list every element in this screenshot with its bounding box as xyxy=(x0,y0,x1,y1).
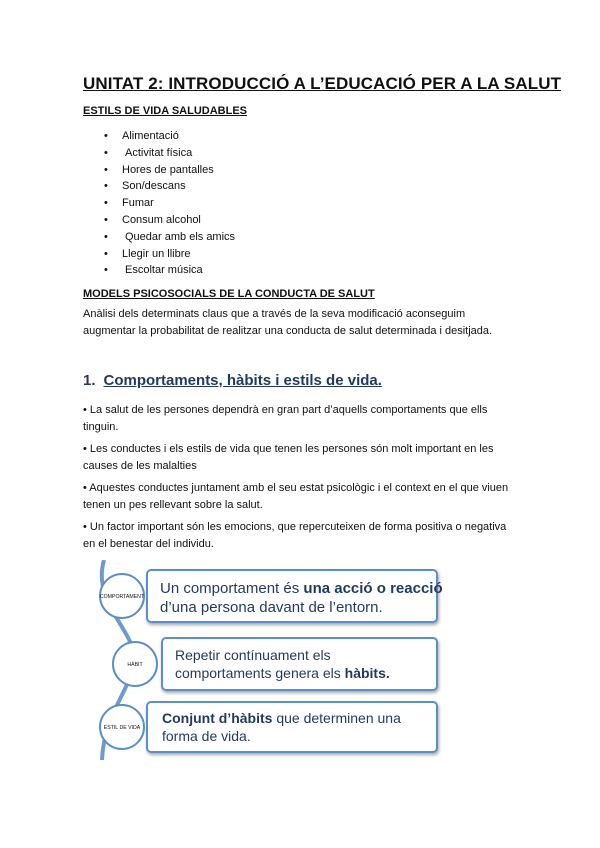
list-item: • Escoltar música xyxy=(104,264,203,277)
list-item: • Llegir un llibre xyxy=(104,247,191,260)
label-behaviour: COMPORTAMENT xyxy=(99,594,145,600)
bullet-paragraph: • La salut de les persones dependrà en gran part d’aquells comportaments que ells tinguin. xyxy=(83,404,488,433)
section-title: Comportaments, hàbits i estils de vida. xyxy=(103,372,382,389)
list-item: • Consum alcohol xyxy=(104,213,201,226)
behaviour-diagram xyxy=(92,560,452,760)
lifestyle-list xyxy=(104,128,235,279)
section-heading-healthy-lifestyles: ESTILS DE VIDA SALUDABLES xyxy=(83,105,247,117)
definition-behaviour-line1: Un comportament és una acció o reacció xyxy=(160,580,443,597)
definition-box-habit xyxy=(162,638,437,690)
label-habit: HÀBIT xyxy=(127,662,143,668)
definition-habit-line1: Repetir contínuament els xyxy=(175,647,331,663)
list-item: • Son/descans xyxy=(104,180,186,193)
definition-behaviour-line2: d’una persona davant de l’entorn. xyxy=(160,599,383,616)
definition-habit-line2: comportaments genera els hàbits. xyxy=(175,665,390,681)
bullet-paragraph: • Aquestes conductes juntament amb el seu estat psicològic i el context en el que viuen tenen un pes rellevant sobre la salut. xyxy=(83,482,509,511)
list-item: • Quedar amb els amics xyxy=(104,230,236,243)
list-item: • Alimentació xyxy=(104,130,179,142)
page-title: UNITAT 2: INTRODUCCIÓ A L’EDUCACIÓ PER A LA SALUT xyxy=(83,74,562,93)
psychosocial-paragraph: Anàlisi dels determinats claus que a través de la seva modificació aconseguim augmentar la probabilitat de realitzar una conducta de salut determinada i desitjada. xyxy=(83,308,493,337)
definition-lifestyle-line1: Conjunt d’hàbits que determinen una xyxy=(162,710,401,726)
label-lifestyle: ESTIL DE VIDA xyxy=(103,725,141,731)
bullet-paragraph: • Les conductes i els estils de vida que tenen les persones són molt important en les causes de les malalties xyxy=(83,443,494,472)
section-heading-psychosocial-models: MODELS PSICOSOCIALS DE LA CONDUCTA DE SALUT xyxy=(83,288,375,300)
list-item: • Hores de pantalles xyxy=(104,163,214,176)
definition-lifestyle-line2: forma de vida. xyxy=(162,728,251,744)
section-heading-behaviours xyxy=(83,372,382,389)
section-number: 1. xyxy=(83,372,96,389)
list-item: • Activitat física xyxy=(104,146,193,159)
list-item: • Fumar xyxy=(104,197,154,210)
bullet-paragraph: • Un factor important són les emocions, que repercuteixen de forma positiva o negativa en el benestar del individu. xyxy=(83,521,507,550)
